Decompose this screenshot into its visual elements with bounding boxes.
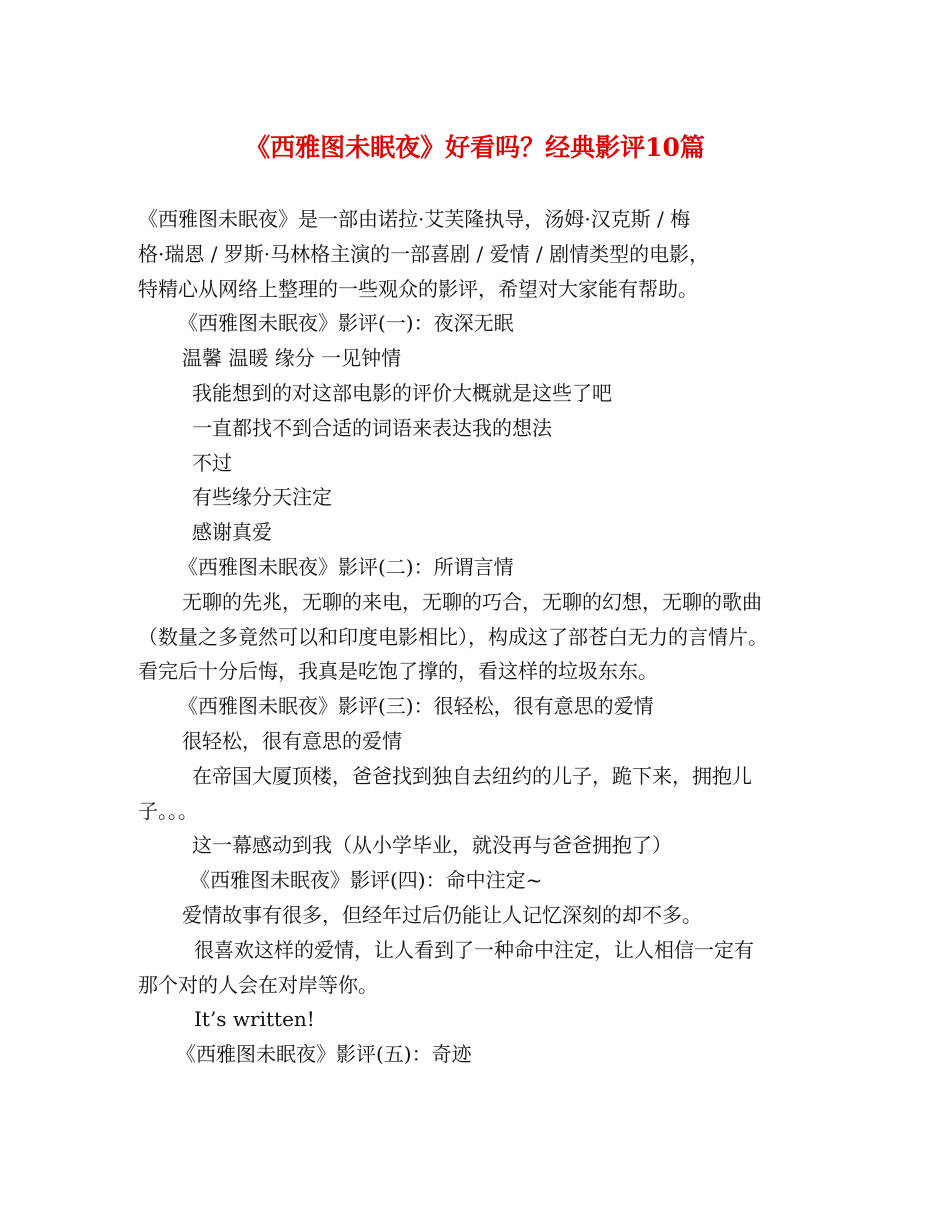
review-heading-4: 《西雅图未眠夜》影评(四)：命中注定~: [190, 868, 543, 893]
intro-paragraph-line: 特精心从网络上整理的一些观众的影评，希望对大家能有帮助。: [138, 276, 698, 301]
review-1-line: 有些缘分天注定: [192, 485, 332, 510]
intro-paragraph-line: 《西雅图未眠夜》是一部由诺拉·艾芙隆执导，汤姆·汉克斯 / 梅: [138, 207, 691, 231]
review-1-line: 感谢真爱: [192, 520, 272, 545]
review-4-line: 那个对的人会在对岸等你。: [138, 972, 378, 997]
review-1-line: 一直都找不到合适的词语来表达我的想法: [192, 415, 552, 440]
review-heading-2: 《西雅图未眠夜》影评(二)：所谓言情: [178, 554, 514, 579]
review-4-line: 爱情故事有很多，但经年过后仍能让人记忆深刻的却不多。: [182, 902, 702, 927]
review-4-line: It’s written!: [194, 1007, 315, 1032]
review-3-line: 在帝国大厦顶楼，爸爸找到独自去纽约的儿子，跪下来，拥抱儿: [192, 763, 752, 788]
document-title: 《西雅图未眠夜》好看吗？经典影评10篇: [245, 133, 705, 162]
review-4-line: 很喜欢这样的爱情，让人看到了一种命中注定，让人相信一定有: [194, 937, 754, 962]
review-2-line: （数量之多竟然可以和印度电影相比），构成这了部苍白无力的言情片。: [138, 624, 768, 649]
review-2-line: 无聊的先兆，无聊的来电，无聊的巧合，无聊的幻想，无聊的歌曲: [182, 589, 762, 614]
review-3-line: 这一幕感动到我（从小学毕业，就没再与爸爸拥抱了）: [192, 833, 672, 858]
review-1-line: 不过: [192, 450, 232, 475]
document-body: [138, 202, 833, 1072]
review-1-line: 我能想到的对这部电影的评价大概就是这些了吧: [192, 380, 612, 405]
intro-paragraph-line: 格·瑞恩 / 罗斯·马林格主演的一部喜剧 / 爱情 / 剧情类型的电影，: [138, 241, 710, 266]
review-3-line: 很轻松，很有意思的爱情: [182, 728, 402, 753]
review-heading-5: 《西雅图未眠夜》影评(五)：奇迹: [176, 1042, 472, 1067]
review-3-line: 子。。。: [138, 798, 198, 823]
review-2-line: 看完后十分后悔，我真是吃饱了撑的，看这样的垃圾东东。: [138, 659, 658, 684]
review-1-line: 温馨 温暖 缘分 一见钟情: [182, 346, 402, 371]
review-heading-1: 《西雅图未眠夜》影评(一)：夜深无眠: [178, 311, 514, 336]
review-heading-3: 《西雅图未眠夜》影评(三)：很轻松，很有意思的爱情: [178, 694, 654, 719]
